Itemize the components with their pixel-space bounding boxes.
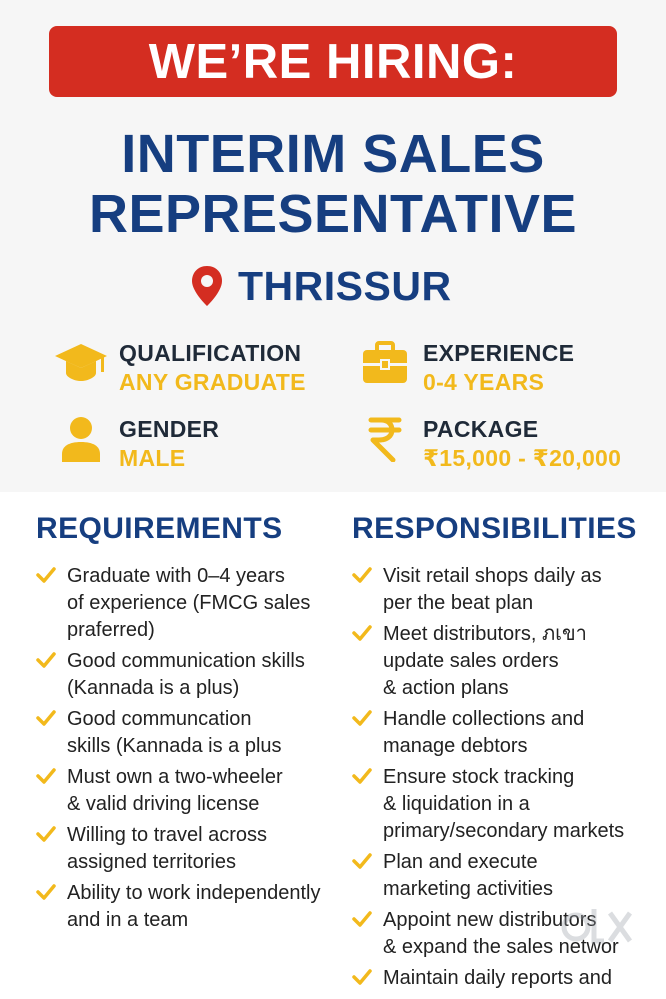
responsibility-item bbox=[352, 965, 664, 992]
checkmark-icon bbox=[36, 652, 56, 668]
requirement-item-line: & valid driving license bbox=[67, 793, 260, 815]
responsibility-item bbox=[352, 621, 664, 702]
checkmark-icon bbox=[36, 768, 56, 784]
checkmark-icon bbox=[352, 853, 372, 869]
requirement-item-line: Graduate with 0–4 years bbox=[67, 565, 285, 587]
requirement-item-line: Willing to travel across bbox=[67, 824, 268, 846]
requirements-heading: REQUIREMENTS bbox=[36, 512, 283, 545]
checkmark-icon bbox=[352, 768, 372, 784]
hiring-banner-text: WE’RE HIRING: bbox=[148, 34, 518, 89]
job-title-line-1: INTERIM SALES bbox=[121, 124, 545, 184]
checkmark-icon bbox=[36, 826, 56, 842]
package-value: ₹15,000 - ₹20,000 bbox=[423, 445, 622, 471]
person-icon bbox=[53, 416, 109, 462]
responsibility-item-line: Visit retail shops daily as bbox=[383, 565, 602, 587]
responsibility-item-line: & liquidation in a bbox=[383, 793, 530, 815]
briefcase-icon bbox=[357, 340, 413, 386]
responsibility-item-line: Meet distributors, ภเขา bbox=[383, 623, 587, 645]
map-pin-icon bbox=[190, 265, 224, 307]
requirement-item bbox=[36, 764, 346, 818]
responsibility-item-line: Plan and execute bbox=[383, 851, 538, 873]
requirement-item-line: Good communcation bbox=[67, 708, 252, 730]
responsibility-item-line: & expand the sales networ bbox=[383, 936, 619, 958]
checkmark-icon bbox=[36, 567, 56, 583]
requirement-item bbox=[36, 822, 346, 876]
olx-watermark-icon bbox=[560, 895, 634, 959]
checkmark-icon bbox=[352, 911, 372, 927]
requirement-item-line: Ability to work independently bbox=[67, 882, 321, 904]
requirement-item bbox=[36, 648, 346, 702]
responsibilities-heading: RESPONSIBILITIES bbox=[352, 512, 637, 545]
requirement-item-line: Good communication skills bbox=[67, 650, 305, 672]
requirement-item bbox=[36, 706, 346, 760]
checkmark-icon bbox=[36, 710, 56, 726]
qualification-value: ANY GRADUATE bbox=[119, 369, 306, 395]
responsibility-item bbox=[352, 563, 664, 617]
requirements-list bbox=[36, 563, 346, 938]
experience-label: EXPERIENCE bbox=[423, 340, 575, 366]
location-text: THRISSUR bbox=[238, 262, 452, 309]
checkmark-icon bbox=[352, 969, 372, 985]
checkmark-icon bbox=[352, 567, 372, 583]
hiring-banner bbox=[49, 26, 617, 97]
detail-package bbox=[357, 416, 621, 473]
responsibility-item-line: primary/secondary markets bbox=[383, 820, 625, 842]
requirement-item-line: of experience (FMCG sales bbox=[67, 592, 311, 614]
responsibility-item-line: Ensure stock tracking bbox=[383, 766, 575, 788]
rupee-icon bbox=[357, 416, 413, 462]
responsibility-item-line: manage debtors bbox=[383, 735, 528, 757]
requirement-item-line: and in a team bbox=[67, 909, 189, 931]
detail-experience bbox=[357, 340, 574, 397]
detail-qualification bbox=[53, 340, 306, 397]
package-label: PACKAGE bbox=[423, 416, 539, 442]
checkmark-icon bbox=[352, 710, 372, 726]
job-title-line-2: REPRESENTATIVE bbox=[88, 184, 578, 244]
responsibility-item-line: Handle collections and bbox=[383, 708, 585, 730]
requirement-item bbox=[36, 880, 346, 934]
responsibility-item-line: Appoint new distributors bbox=[383, 909, 597, 931]
qualification-label: QUALIFICATION bbox=[119, 340, 302, 366]
requirement-item-line: skills (Kannada is a plus bbox=[67, 735, 282, 757]
requirement-item-line: (Kannada is a plus) bbox=[67, 677, 240, 699]
requirement-item-line: praferred) bbox=[67, 619, 155, 641]
checkmark-icon bbox=[352, 625, 372, 641]
detail-gender bbox=[53, 416, 219, 473]
graduation-cap-icon bbox=[53, 340, 109, 386]
requirement-item-line: assigned territories bbox=[67, 851, 236, 873]
gender-label: GENDER bbox=[119, 416, 220, 442]
responsibility-item bbox=[352, 706, 664, 760]
gender-value: MALE bbox=[119, 445, 186, 471]
responsibility-item-line: & action plans bbox=[383, 677, 509, 699]
responsibility-item bbox=[352, 764, 664, 845]
responsibility-item-line: Maintain daily reports and bbox=[383, 967, 613, 989]
responsibility-item-line: update sales orders bbox=[383, 650, 559, 672]
job-title bbox=[0, 124, 666, 244]
requirement-item bbox=[36, 563, 346, 644]
responsibility-item-line: per the beat plan bbox=[383, 592, 534, 614]
job-location bbox=[190, 262, 452, 310]
checkmark-icon bbox=[36, 884, 56, 900]
requirement-item-line: Must own a two-wheeler bbox=[67, 766, 283, 788]
responsibility-item-line: marketing activities bbox=[383, 878, 554, 900]
experience-value: 0-4 YEARS bbox=[423, 369, 545, 395]
